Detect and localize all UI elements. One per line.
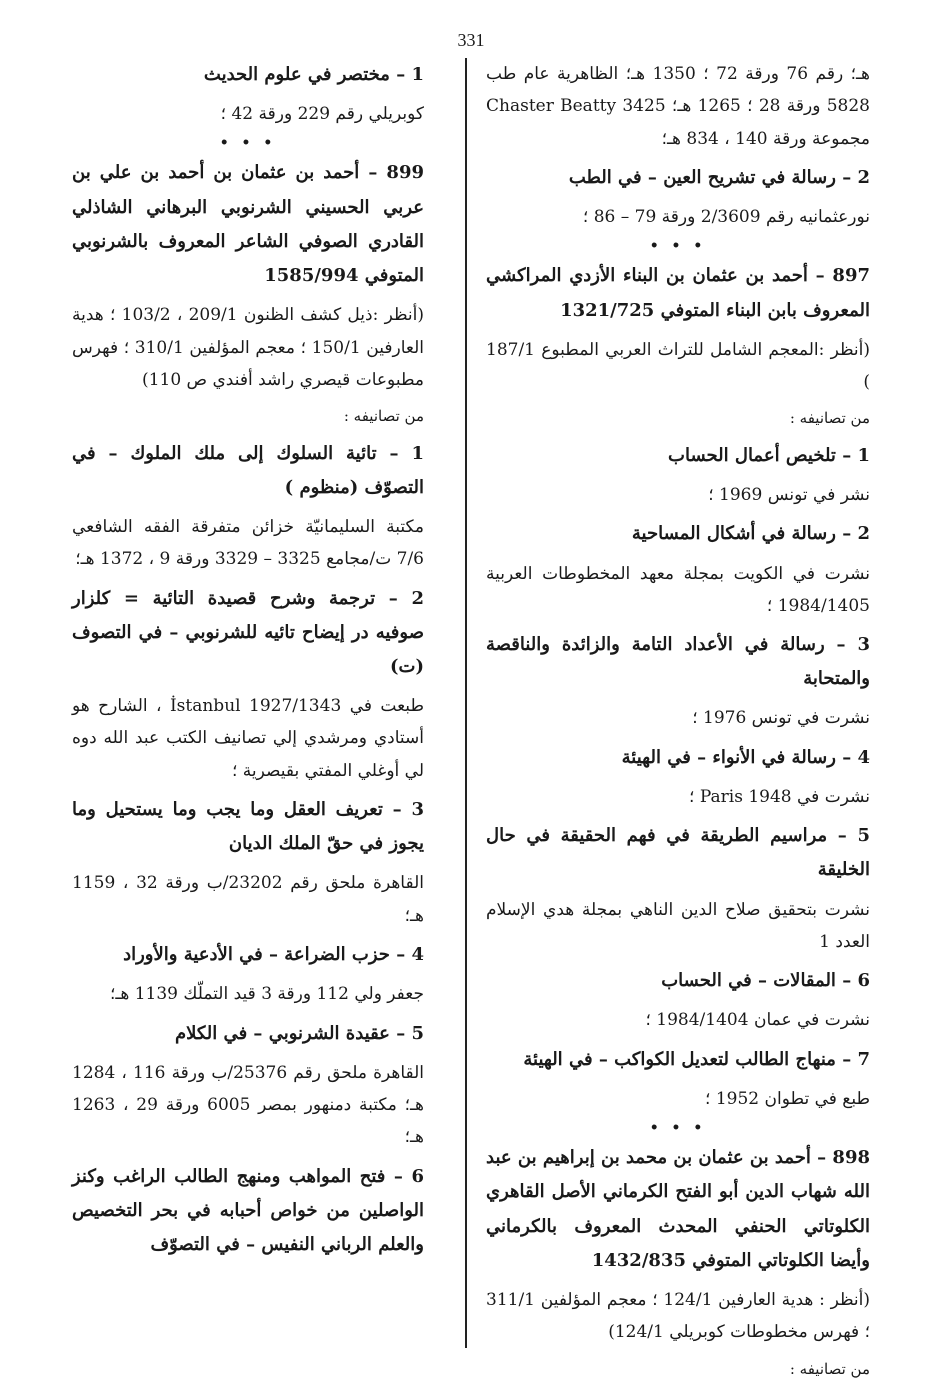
right-column-head: 5 – مراسيم الطريقة في فهم الحقيقة في حال الخليقة: [486, 825, 870, 881]
right-column-line: نشرت بتحقيق صلاح الدين الناهي بمجلة هدي الإسلام العدد 1: [486, 899, 870, 952]
left-column-line: طبعت في İstanbul 1927/1343 ، الشارح هو أستادي ومرشدي إلي تصانيف الكتب عبد الله دوه لي أوغلي المفتي بقيصرية ؛: [72, 696, 424, 781]
page-number: 331: [457, 30, 485, 50]
right-column-line: نورعثمانيه رقم 2/3609 ورقة 79 – 86 ؛: [582, 207, 870, 228]
right-column-line: نشرت في عمان 1984/1404 ؛: [645, 1010, 870, 1031]
right-column-dots: • • •: [649, 1120, 707, 1137]
right-column-dots: • • •: [649, 238, 707, 255]
right-column-entry: 897 – أحمد بن عثمان بن البناء الأزدي المراكشي المعروف بابن البناء المتوفي 1321/725: [486, 265, 870, 321]
right-column-line: نشرت في Paris 1948 ؛: [689, 786, 870, 807]
left-column-sub: من تصانيفه :: [343, 407, 424, 426]
right-column-head: 6 – المقالات – في الحساب: [661, 970, 870, 992]
right-column-line: (أنظر :المعجم الشامل للتراث العربي المطبوع 187/1 ): [486, 339, 870, 393]
left-column: [72, 58, 424, 1268]
right-column-head: 4 – رسالة في الأنواء – في الهيئة: [621, 746, 870, 768]
left-column-line: القاهرة ملحق رقم 23202/ب ورقة 32 ، 1159 هـ؛: [72, 873, 424, 926]
left-column-head: 2 – ترجمة وشرح قصيدة التائية = كلزار صوفيه در إيضاح تائيه للشرنوبي – في التصوف (ت): [72, 587, 424, 677]
right-column-line: طبع في تطوان 1952 ؛: [705, 1088, 870, 1109]
right-column-head: 1 – تلخيص أعمال الحساب: [668, 444, 870, 466]
right-column-line: (أنظر : هدية العارفين 124/1 ؛ معجم المؤلفين 311/1 ؛ فهرس مخطوطات كوبريلي 124/1): [486, 1289, 870, 1343]
right-column-head: 2 – رسالة في تشريح العين – في الطب: [568, 166, 870, 188]
left-column-line: القاهرة ملحق رقم 25376/ب ورقة 116 ، 1284 هـ؛ مكتبة دمنهور بمصر 6005 ورقة 29 ، 1263 هـ؛: [72, 1062, 425, 1148]
left-column-entry: 899 – أحمد بن عثمان بن أحمد بن علي بن عربي الحسيني الشرنوبي البرهاني الشاذلي القادري الصوفي الشاعر المعروف بالشرنوبي المتوفي 1585/994: [72, 162, 424, 287]
left-column-head: 1 – مختصر في علوم الحديث: [203, 64, 424, 85]
left-column-head: 1 – تائية السلوك إلى ملك الملوك – في التصوّف (منظوم ): [72, 442, 424, 498]
right-column-head: 3 – رسالة في الأعداد التامة والزائدة والناقصة والمتحابة: [486, 634, 870, 690]
left-column-line: (أنظر :ذيل كشف الظنون 209/1 ، 103/2 ؛ هدية العارفين 150/1 ؛ معجم المؤلفين 310/1 ؛ فهرس مطبوعات قيصري راشد أفندي ص 110): [72, 305, 424, 390]
left-column-line: جعفر ولي 112 ورقة 3 قيد التملّك 1139 هـ؛: [109, 984, 424, 1005]
left-column-line: مكتبة السليمانيّة خزائن متفرقة الفقه الشافعي 7/6 ت/مجامع 3325 – 3329 ورقة 9 ، 1372 هـ؛: [72, 517, 424, 570]
right-column: [486, 58, 870, 1389]
left-column-head: 3 – تعريف العقل وما يجب وما يستحيل وما يجوز في حقّ الملك الديان: [72, 799, 424, 855]
left-column-head: 6 – فتح المواهب ومنهج الطالب الراغب وكنز الواصلين من خواص أحبابه في بحر التخصيص والعلم الرباني النفيس – في التصوّف: [72, 1165, 424, 1255]
column-divider: [465, 58, 467, 1348]
right-column-line: هـ؛ رقم 76 ورقة 72 ؛ 1350 هـ؛ الظاهرية عام طب 5828 ورقة 28 ؛ 1265 هـ؛ Chaster Beatty 3425 مجموعة ورقة 140 ، 834 هـ؛: [486, 64, 870, 149]
right-column-entry: 898 – أحمد بن عثمان بن محمد بن إبراهيم بن عبد الله شهاب الدين أبو الفتح الكرماني الأصل القاهري الكلوتاتي الحنفي المحدث المعروف بالكرماني وأيضا الكلوتاتي المتوفي 1432/835: [486, 1147, 870, 1271]
right-column-line: نشرت في الكويت بمجلة معهد المخطوطات العربية 1984/1405 ؛: [486, 563, 870, 616]
left-column-dots: • • •: [219, 135, 277, 152]
right-column-line: نشرت في تونس 1976 ؛: [692, 708, 870, 729]
left-column-head: 5 – عقيدة الشرنوبي – في الكلام: [174, 1022, 424, 1044]
right-column-sub: من تصانيفه :: [789, 409, 870, 428]
right-column-sub: من تصانيفه :: [789, 1359, 870, 1378]
right-column-line: نشر في تونس 1969 ؛: [708, 485, 870, 506]
left-column-line: كوبريلي رقم 229 ورقة 42 ؛: [220, 104, 424, 125]
right-column-head: 2 – رسالة في أشكال المساحية: [631, 523, 870, 545]
right-column-head: 7 – منهاج الطالب لتعديل الكواكب – في الهيئة: [523, 1048, 870, 1070]
left-column-head: 4 – حزب الضراعة – في الأدعية والأوراد: [123, 944, 424, 966]
